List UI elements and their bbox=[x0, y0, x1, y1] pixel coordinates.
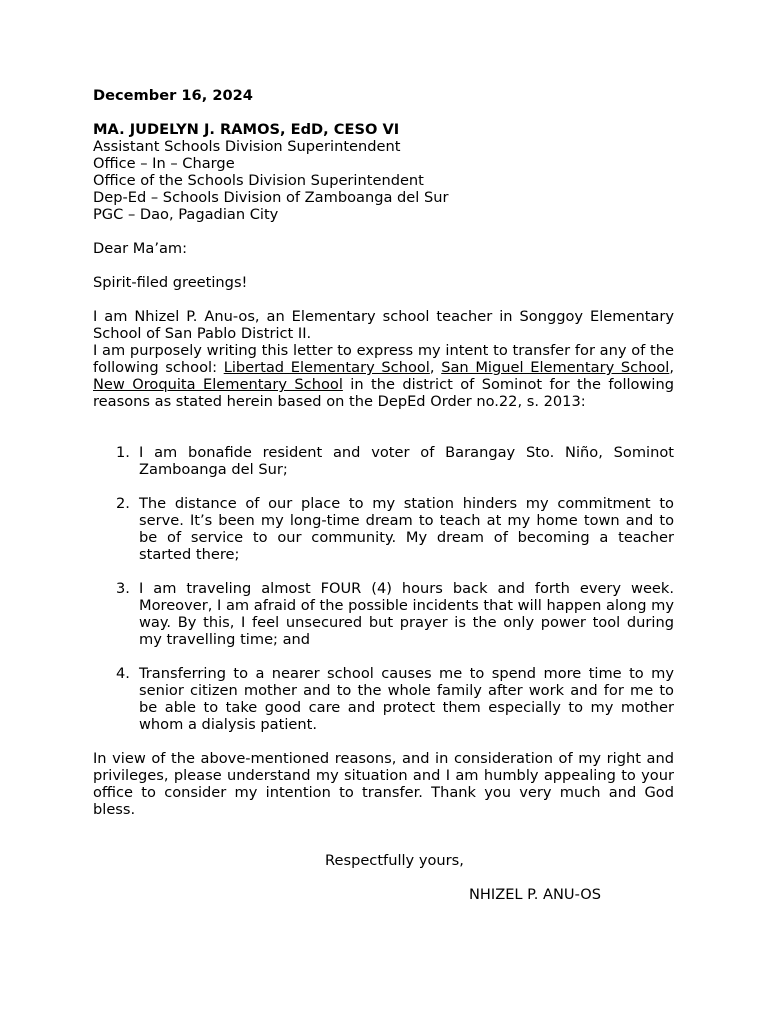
spacer bbox=[93, 291, 674, 308]
recipient-line-role: Office – In – Charge bbox=[93, 155, 235, 172]
intro-paragraph: I am Nhizel P. Anu-os, an Elementary school teacher in Songgoy Elementary School of San Pablo District II. bbox=[93, 308, 674, 342]
spacer bbox=[93, 223, 674, 240]
closing-block bbox=[93, 818, 674, 886]
signature-block bbox=[93, 886, 674, 920]
signer-name: NHIZEL P. ANU-OS bbox=[469, 886, 601, 903]
purpose-separator: , bbox=[429, 359, 442, 376]
list-item bbox=[93, 444, 674, 478]
list-item-text: Transferring to a nearer school causes me to spend more time to my senior citizen mother and to the whole family after work and for me to be able to take good care and protect them especially to my mother whom a dialysis patient. bbox=[139, 665, 674, 733]
list-item-number: 3. bbox=[116, 580, 130, 597]
reasons-list bbox=[93, 444, 674, 733]
list-item bbox=[93, 665, 674, 733]
list-item bbox=[93, 495, 674, 563]
recipient-line-address: PGC – Dao, Pagadian City bbox=[93, 206, 279, 223]
recipient-line-position: Assistant Schools Division Superintendent bbox=[93, 138, 401, 155]
recipient-name: MA. JUDELYN J. RAMOS, EdD, CESO VI bbox=[93, 121, 400, 138]
list-item-text: I am traveling almost FOUR (4) hours back and forth every week. Moreover, I am afraid of the possible incidents that will happen along my way. By this, I feel unsecured but prayer is the only power tool during my travelling time; and bbox=[139, 580, 674, 648]
list-item bbox=[93, 580, 674, 648]
recipient-line-office: Office of the Schools Division Superintendent bbox=[93, 172, 424, 189]
school-option-san-miguel: San Miguel Elementary School bbox=[441, 359, 670, 376]
purpose-text-before: I am purposely writing this letter to express my intent to transfer for any of the following school: bbox=[93, 342, 674, 376]
list-item-number: 2. bbox=[116, 495, 130, 512]
purpose-paragraph bbox=[93, 342, 674, 410]
salutation: Dear Ma’am: bbox=[93, 240, 188, 257]
spacer bbox=[93, 104, 674, 121]
conclusion-paragraph: In view of the above-mentioned reasons, and in consideration of my right and privileges, please understand my situation and I am humbly appealing to your office to consider my intention to transfer. Thank you very much and God bless. bbox=[93, 750, 674, 818]
school-option-libertad: Libertad Elementary School bbox=[223, 359, 430, 376]
spacer bbox=[93, 410, 674, 444]
greeting: Spirit-filed greetings! bbox=[93, 274, 248, 291]
letter-date: December 16, 2024 bbox=[93, 87, 253, 104]
recipient-line-division: Dep-Ed – Schools Division of Zamboanga del Sur bbox=[93, 189, 449, 206]
list-item-number: 4. bbox=[116, 665, 130, 682]
purpose-text-after: in the district of Sominot for the following reasons as stated herein based on the DepEd Order no.22, s. 2013: bbox=[93, 376, 674, 410]
school-option-new-oroquita: New Oroquita Elementary School bbox=[93, 376, 343, 393]
list-item-text: I am bonafide resident and voter of Barangay Sto. Niño, Sominot Zamboanga del Sur; bbox=[139, 444, 674, 478]
list-item-number: 1. bbox=[116, 444, 130, 461]
letter-body bbox=[93, 87, 674, 920]
list-item-text: The distance of our place to my station hinders my commitment to serve. It’s been my long-time dream to teach at my home town and to be of service to our community. My dream of becoming a teacher started there; bbox=[139, 495, 674, 563]
spacer bbox=[93, 257, 674, 274]
purpose-separator: , bbox=[669, 359, 674, 376]
recipient-block bbox=[93, 121, 674, 223]
closing-phrase: Respectfully yours, bbox=[325, 852, 464, 869]
